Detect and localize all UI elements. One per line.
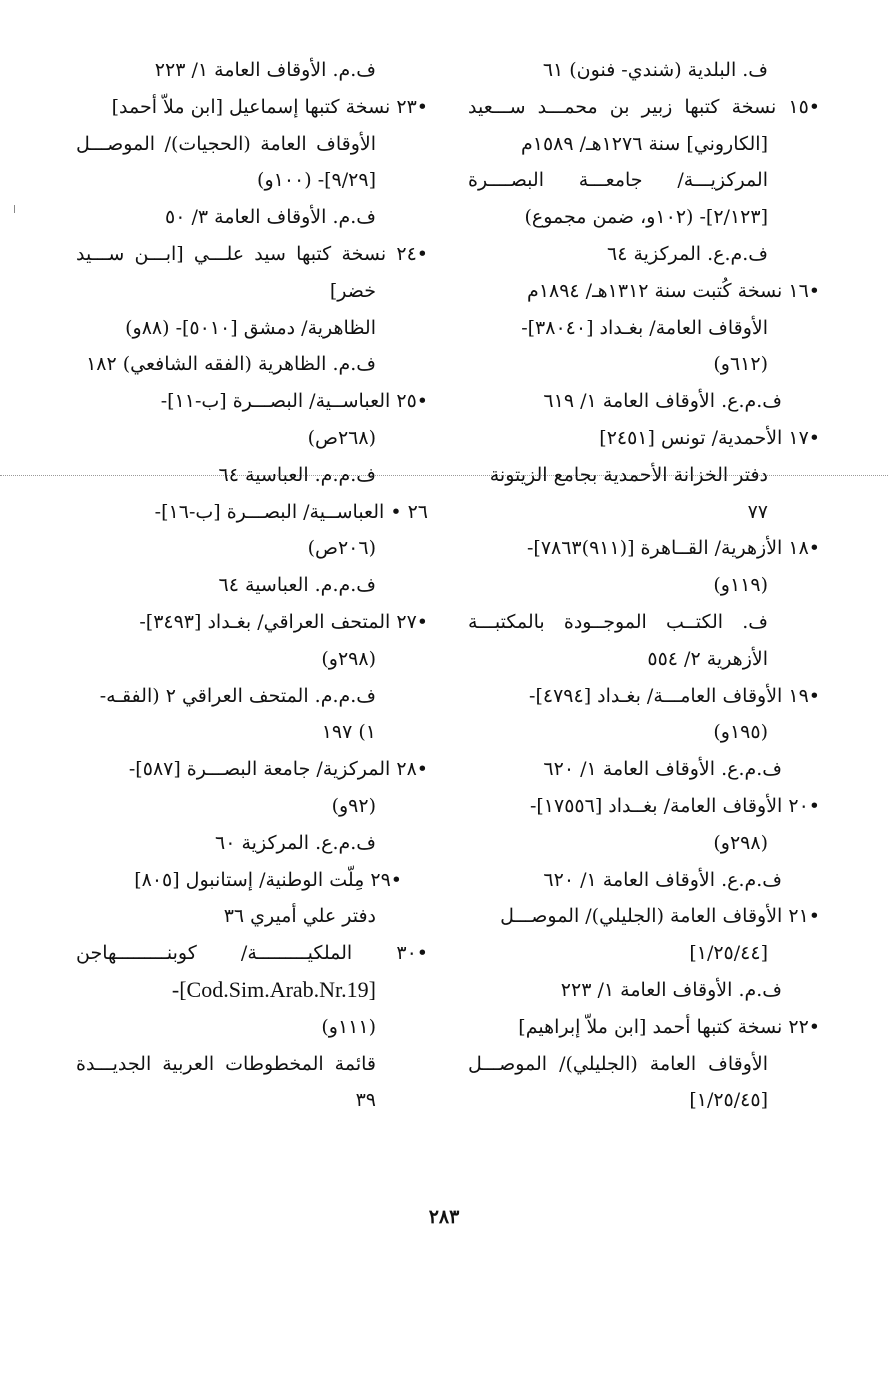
text-line: ١) ١٩٧ xyxy=(321,721,376,744)
text-line: ٧٧ xyxy=(747,500,768,523)
text-line: الأوقاف العامة/ بغـداد [٣٨٠٤٠]- xyxy=(521,316,768,339)
entry-line: •٢٠ الأوقاف العامة/ بغــداد [١٧٥٥٦]- xyxy=(529,794,820,817)
text-line: المركزيـــة/ جامعـــة البصــــرة xyxy=(468,169,768,192)
latin-shelfmark: -[Cod.Sim.Arab.Nr.19] xyxy=(171,976,376,1002)
entry-line: •٢١ الأوقاف العامة (الجليلي)/ الموصـــل xyxy=(500,905,820,928)
text-line: ف.م.م. العباسية ٦٤ xyxy=(218,574,376,597)
text-line: ف.م. الأوقاف العامة ١/ ٢٢٣ xyxy=(154,59,376,81)
text-line: ف.م. الأوقاف العامة ١/ ٢٢٣ xyxy=(560,978,782,1001)
text-line: ف.م. الظاهرية (الفقه الشافعي) ١٨٢ xyxy=(86,353,376,376)
entry-line: •١٧ الأحمدية/ تونس [٢٤٥١] xyxy=(599,426,820,449)
text-line: [٢/١٢٣]- (١٠٢و، ضمن مجموع) xyxy=(524,206,768,229)
entry-line: •١٥ نسخة كتبها زبير بن محمـــد ســـعيد xyxy=(468,95,820,118)
entry-line: •١٨ الأزهرية/ القــاهرة [(٩١١)٧٨٦٣]- xyxy=(526,537,820,560)
text-line: قائمة المخطوطات العربية الجديـــدة xyxy=(76,1052,376,1075)
text-line: [الكاروني] سنة ١٢٧٦هـ/ ١٥٨٩م xyxy=(520,132,768,155)
text-line: (٦١٢و) xyxy=(713,353,768,376)
entry-line: ٢٦ • العباســية/ البصـــرة [ب-١٦]- xyxy=(154,500,428,523)
text-line: ف.م. الأوقاف العامة ٣/ ٥٠ xyxy=(165,206,376,229)
text-line: [١/٢٥/٤٤] xyxy=(689,942,768,965)
scan-artifact-tick xyxy=(14,205,15,213)
text-line: ف. الكتــب الموجــودة بالمكتبـــة xyxy=(468,610,768,633)
text-line: [١/٢٥/٤٥] xyxy=(689,1089,768,1112)
entry-line: •١٦ نسخة كُتبت سنة ١٣١٢هـ/ ١٨٩٤م xyxy=(527,279,820,302)
text-line: الظاهرية/ دمشق [٥٠١٠]- (٨٨و) xyxy=(125,316,376,339)
entry-line: •٣٠ الملكيـــــــــة/ كوبنـــــــــهاجن xyxy=(76,942,428,965)
entry-line: •٢٢ نسخة كتبها أحمد [ابن ملاّ إبراهيم] xyxy=(518,1015,820,1038)
text-line: ف.م.م. المتحف العراقي ٢ (الفقـه- xyxy=(99,684,376,707)
text-line xyxy=(76,972,428,1009)
entry-line: •٢٩ مِلّت الوطنية/ إستانبول [٨٠٥] xyxy=(134,868,402,891)
text-line: ف.م.ع. المركزية ٦٠ xyxy=(215,831,376,854)
text-line: دفتر الخزانة الأحمدية بجامع الزيتونة xyxy=(489,463,768,486)
text-line: خضر] xyxy=(329,279,376,302)
text-line: (٩٢و) xyxy=(331,794,376,817)
text-line: [٩/٢٩]- (١٠٠و) xyxy=(257,169,376,192)
right-column xyxy=(468,52,820,1119)
entry-line: •٢٨ المركزية/ جامعة البصـــرة [٥٨٧]- xyxy=(128,758,428,781)
text-line: دفتر علي أميري ٣٦ xyxy=(223,905,376,928)
text-line: ف.م.ع. الأوقاف العامة ١/ ٦١٩ xyxy=(543,390,782,413)
text-line: الأوقاف العامة (الجليلي)/ الموصـــل xyxy=(468,1052,768,1075)
text-line: (١٩٥و) xyxy=(713,721,768,744)
text-line: ٣٩ xyxy=(355,1089,376,1112)
text-line: (٢٠٦ص) xyxy=(307,537,376,560)
text-line: (١١٩و) xyxy=(713,574,768,597)
entry-line: •٢٤ نسخة كتبها سيد علـــي [ابـــن ســـيد xyxy=(76,242,428,265)
text-line: الأوقاف العامة (الحجيات)/ الموصـــل xyxy=(76,132,376,155)
text-line: ف. البلدية (شندي- فنون) ٦١ xyxy=(542,59,768,81)
text-line: الأزهرية ٢/ ٥٥٤ xyxy=(647,647,768,670)
text-line: (١١١و) xyxy=(321,1015,376,1038)
entry-line: •٢٥ العباســية/ البصـــرة [ب-١١]- xyxy=(160,390,428,413)
text-line: ف.م.ع. المركزية ٦٤ xyxy=(607,242,768,265)
text-line: (٢٦٨ص) xyxy=(307,426,376,449)
text-line: ف.م.ع. الأوقاف العامة ١/ ٦٢٠ xyxy=(543,758,782,781)
text-line: ف.م.م. العباسية ٦٤ xyxy=(218,463,376,486)
text-line: ف.م.ع. الأوقاف العامة ١/ ٦٢٠ xyxy=(543,868,782,891)
entry-line: •٢٧ المتحف العراقي/ بغـداد [٣٤٩٣]- xyxy=(139,610,428,633)
left-column xyxy=(76,52,428,1119)
text-line: (٢٩٨و) xyxy=(321,647,376,670)
entry-line: •٢٣ نسخة كتبها إسماعيل [ابن ملاّ أحمد] xyxy=(111,95,428,118)
page-number: ٢٨٣ xyxy=(428,1206,460,1228)
text-line: (٢٩٨و) xyxy=(713,831,768,854)
entry-line: •١٩ الأوقاف العامـــة/ بغـداد [٤٧٩٤]- xyxy=(529,684,820,707)
